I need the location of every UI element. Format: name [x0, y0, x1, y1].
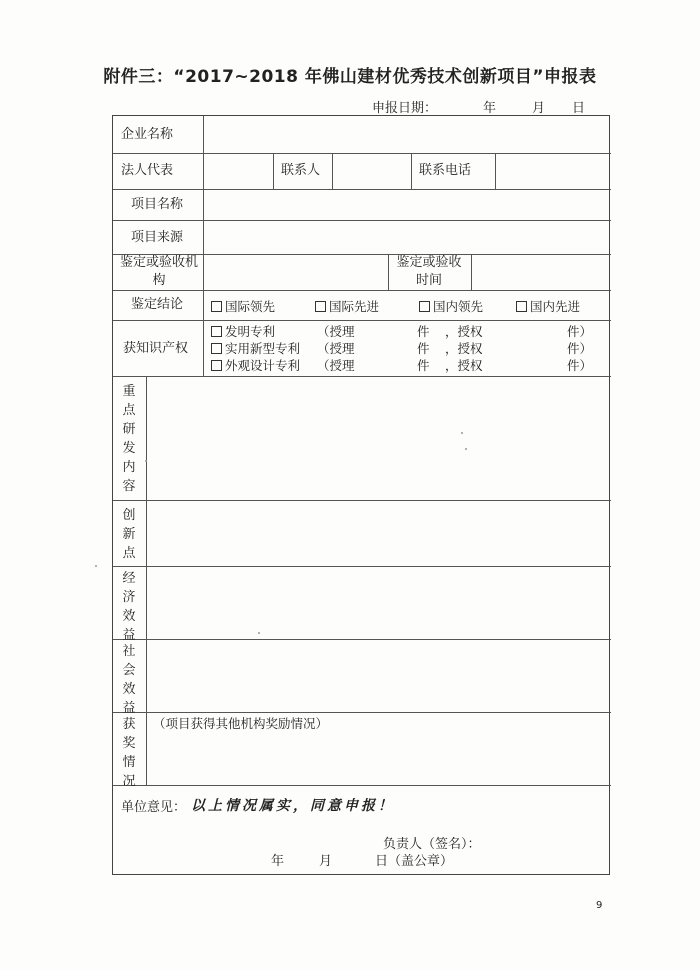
- handwritten-opinion: 以上情况属实，同意申报！: [191, 798, 395, 814]
- social-field[interactable]: [147, 640, 610, 712]
- economic-label: 经济效益: [122, 571, 136, 643]
- appraisal-time-label: 鉴定或验收时间: [396, 255, 462, 288]
- opinion-year: 年: [271, 854, 285, 869]
- apply-date-year: 年: [483, 101, 497, 116]
- conclusion-option[interactable]: 国际先进: [315, 297, 379, 315]
- checkbox-icon: [211, 343, 222, 354]
- project-source-label: 项目来源: [131, 230, 184, 245]
- awards-label: 获奖情况: [122, 717, 136, 789]
- appraisal-org-label: 鉴定或验收机构: [119, 255, 198, 288]
- checkbox-icon: [315, 301, 326, 312]
- project-source-field[interactable]: [204, 221, 610, 254]
- company-name-field[interactable]: [204, 116, 610, 153]
- awards-hint: （项目获得其他机构奖励情况）: [153, 716, 329, 731]
- project-name-field[interactable]: [204, 190, 610, 220]
- economic-field[interactable]: [147, 567, 610, 639]
- contact-label: 联系人: [281, 163, 321, 178]
- checkbox-icon: [211, 326, 222, 337]
- apply-date-month: 月: [532, 101, 546, 116]
- conclusion-option[interactable]: 国内领先: [419, 297, 483, 315]
- checkbox-icon: [419, 301, 430, 312]
- appraisal-time-field[interactable]: [472, 255, 610, 290]
- innovation-field[interactable]: [147, 501, 610, 566]
- scan-speck: [465, 448, 467, 450]
- signer-label: 负责人（签名）：: [383, 837, 481, 852]
- key-rd-field[interactable]: [147, 377, 610, 500]
- appraisal-conclusion-label: 鉴定结论: [131, 297, 184, 312]
- apply-date-label: 申报日期：: [372, 101, 438, 116]
- checkbox-icon: [516, 301, 527, 312]
- opinion-month: 月: [319, 854, 333, 869]
- patent-row-invention[interactable]: 发明专利: [211, 322, 275, 340]
- conclusion-option[interactable]: 国际领先: [211, 297, 275, 315]
- checkbox-icon: [211, 360, 222, 371]
- scan-speck: [461, 432, 463, 434]
- awards-field[interactable]: [147, 734, 610, 784]
- scan-speck: [95, 565, 97, 567]
- legal-rep-field[interactable]: [204, 154, 272, 189]
- checkbox-icon: [211, 301, 222, 312]
- social-label: 社会效益: [122, 644, 136, 716]
- phone-label: 联系电话: [419, 163, 472, 178]
- application-form: 企业名称 法人代表 联系人 联系电话 项目名称 项目来源 鉴定或验收机构 鉴定或验收时间 鉴定结论 国际领先 国际先进 国内领先 国内先进 获知识产权 发明专利 （授理 件 ，授权 件） 实用新型专利 （授理 件 ，授权 件） 外观设计专利 （授理 件 ，授权 件） 重点研发内容 创新点 经济效益 社会效益 获奖情况 （项目获得其他机构奖励情况） 单位意见： 以上情况属实，同意申报！ 负责人（签名）： 年 月 日（盖公章）: [112, 115, 610, 875]
- company-name-label: 企业名称: [121, 127, 174, 142]
- apply-date-day: 日: [572, 101, 586, 116]
- phone-field[interactable]: [496, 154, 610, 189]
- opinion-day-seal: 日（盖公章）: [375, 854, 454, 869]
- patent-row-design[interactable]: 外观设计专利: [211, 356, 300, 374]
- scan-speck: [258, 632, 260, 634]
- patent-row-utility[interactable]: 实用新型专利: [211, 339, 300, 357]
- scan-speck: [145, 460, 147, 462]
- innovation-label: 创新点: [122, 508, 136, 561]
- apply-date-line: [0, 97, 700, 115]
- legal-rep-label: 法人代表: [121, 163, 174, 178]
- contact-field[interactable]: [333, 154, 410, 189]
- unit-opinion-label: 单位意见：: [121, 800, 187, 815]
- signature-field[interactable]: [493, 832, 603, 854]
- key-rd-label: 重点研发内容: [122, 384, 136, 494]
- appraisal-org-field[interactable]: [204, 255, 387, 290]
- ip-rights-label: 获知识产权: [123, 341, 189, 356]
- conclusion-option[interactable]: 国内先进: [516, 297, 580, 315]
- project-name-label: 项目名称: [131, 197, 184, 212]
- page-number: 9: [596, 900, 603, 911]
- form-title: 附件三：“2017~2018 年佛山建材优秀技术创新项目”申报表: [103, 67, 597, 87]
